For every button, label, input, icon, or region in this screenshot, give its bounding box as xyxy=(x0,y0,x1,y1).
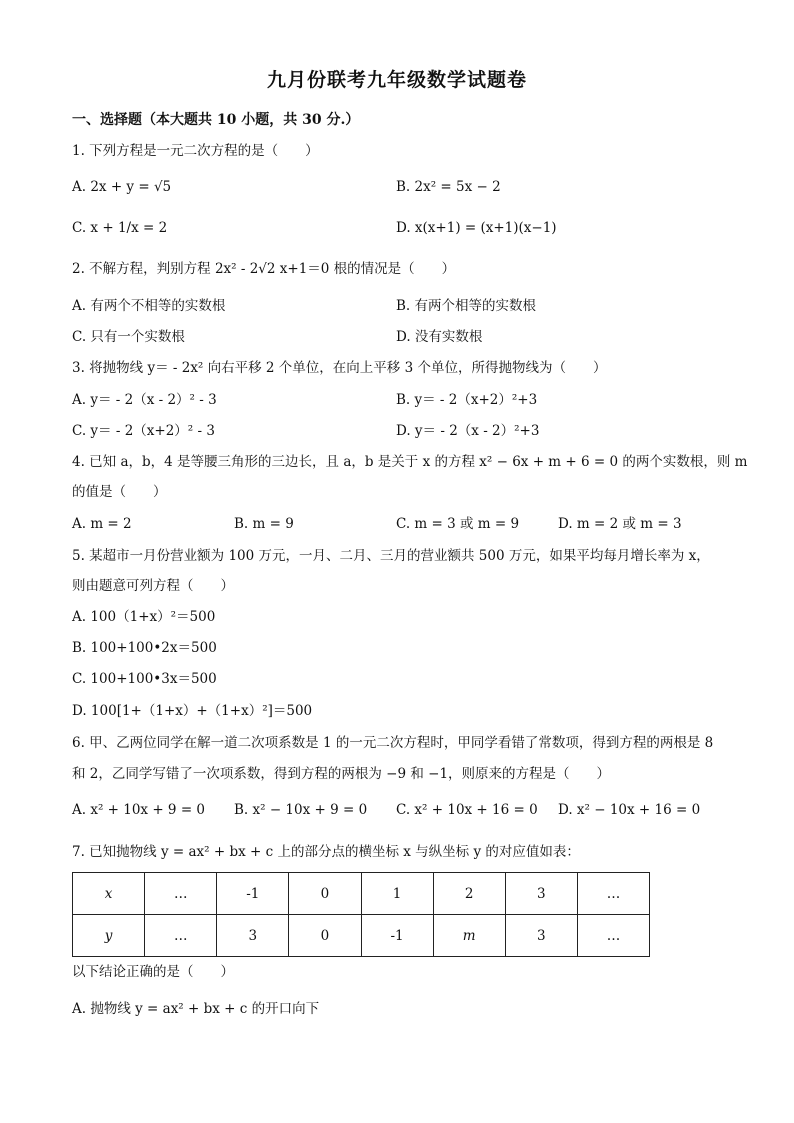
question-5-stem-line-1: 5. 某超市一月份营业额为 100 万元，一月、二月、三月的营业额共 500 万元，如果平均每月增长率为 x， xyxy=(72,548,710,564)
question-2-option-b: B. 有两个相等的实数根 xyxy=(396,298,537,314)
question-2-option-c: C. 只有一个实数根 xyxy=(72,329,185,345)
question-4-option-b: B. m = 9 xyxy=(234,516,294,532)
value-table xyxy=(72,872,650,957)
question-2-option-a: A. 有两个不相等的实数根 xyxy=(72,298,226,314)
question-6-option-a: A. x² + 10x + 9 = 0 xyxy=(72,802,206,818)
question-3-option-b: B. y＝ - 2（x+2）²+3 xyxy=(396,392,538,408)
table-cell: … xyxy=(145,873,217,915)
question-1-option-d: D. x(x+1) = (x+1)(x−1) xyxy=(396,220,557,236)
table-cell: x xyxy=(73,873,145,915)
question-2-stem: 2. 不解方程，判别方程 2x² - 2√2 x+1＝0 根的情况是（ ） xyxy=(72,261,456,277)
table-cell: … xyxy=(145,915,217,957)
question-5-option-b: B. 100+100•2x＝500 xyxy=(72,640,217,656)
question-7-stem: 7. 已知抛物线 y = ax² + bx + c 上的部分点的横坐标 x 与纵坐标 y 的对应值如表： xyxy=(72,844,580,860)
question-5-stem-line-2: 则由题意可列方程（ ） xyxy=(72,578,234,594)
question-5-option-d: D. 100[1+（1+x）+（1+x）²]＝500 xyxy=(72,703,313,719)
table-cell: 2 xyxy=(433,873,505,915)
question-3-stem: 3. 将抛物线 y＝ - 2x² 向右平移 2 个单位，在向上平移 3 个单位，所得抛物线为（ ） xyxy=(72,360,607,376)
table-cell: 0 xyxy=(289,873,361,915)
question-6-stem-line-2: 和 2，乙同学写错了一次项系数，得到方程的两根为 −9 和 −1，则原来的方程是（ ） xyxy=(72,766,611,782)
section-heading: 一、选择题（本大题共 10 小题，共 30 分.） xyxy=(72,112,360,128)
question-4-stem-line-2: 的值是（ ） xyxy=(72,484,167,500)
page-title: 九月份联考九年级数学试题卷 xyxy=(266,69,527,91)
question-1-option-c: C. x + 1/x = 2 xyxy=(72,220,168,236)
question-4-option-a: A. m = 2 xyxy=(72,516,132,532)
question-6-option-b: B. x² − 10x + 9 = 0 xyxy=(234,802,368,818)
table-row xyxy=(73,873,650,915)
table-row xyxy=(73,915,650,957)
table-cell: 1 xyxy=(361,873,433,915)
question-1-option-b: B. 2x² = 5x − 2 xyxy=(396,179,501,195)
question-6-stem-line-1: 6. 甲、乙两位同学在解一道二次项系数是 1 的一元二次方程时，甲同学看错了常数项，得到方程的两根是 8 xyxy=(72,735,714,751)
question-3-option-d: D. y＝ - 2（x - 2）²+3 xyxy=(396,423,540,439)
question-2-option-d: D. 没有实数根 xyxy=(396,329,483,345)
table-cell: -1 xyxy=(361,915,433,957)
question-7-option-a: A. 抛物线 y = ax² + bx + c 的开口向下 xyxy=(72,1001,320,1017)
table-cell: y xyxy=(73,915,145,957)
table-cell: 0 xyxy=(289,915,361,957)
table-cell: m xyxy=(433,915,505,957)
question-4-option-d: D. m = 2 或 m = 3 xyxy=(558,516,682,532)
question-4-stem-line-1: 4. 已知 a，b，4 是等腰三角形的三边长，且 a，b 是关于 x 的方程 x² − 6x + m + 6 = 0 的两个实数根，则 m xyxy=(72,454,748,470)
question-1-stem: 1. 下列方程是一元二次方程的是（ ） xyxy=(72,143,319,159)
table-cell: … xyxy=(577,873,649,915)
question-4-option-c: C. m = 3 或 m = 9 xyxy=(396,516,520,532)
table-cell: -1 xyxy=(217,873,289,915)
question-3-option-a: A. y＝ - 2（x - 2）² - 3 xyxy=(72,392,217,408)
question-3-option-c: C. y＝ - 2（x+2）² - 3 xyxy=(72,423,215,439)
table-cell: 3 xyxy=(217,915,289,957)
question-7-prompt: 以下结论正确的是（ ） xyxy=(72,964,234,980)
question-6-option-c: C. x² + 10x + 16 = 0 xyxy=(396,802,538,818)
question-5-option-a: A. 100（1+x）²＝500 xyxy=(72,609,216,625)
table-cell: … xyxy=(577,915,649,957)
table-cell: 3 xyxy=(505,873,577,915)
question-6-option-d: D. x² − 10x + 16 = 0 xyxy=(558,802,701,818)
question-1-option-a: A. 2x + y = √5 xyxy=(72,179,172,195)
table-cell: 3 xyxy=(505,915,577,957)
question-5-option-c: C. 100+100•3x＝500 xyxy=(72,671,217,687)
